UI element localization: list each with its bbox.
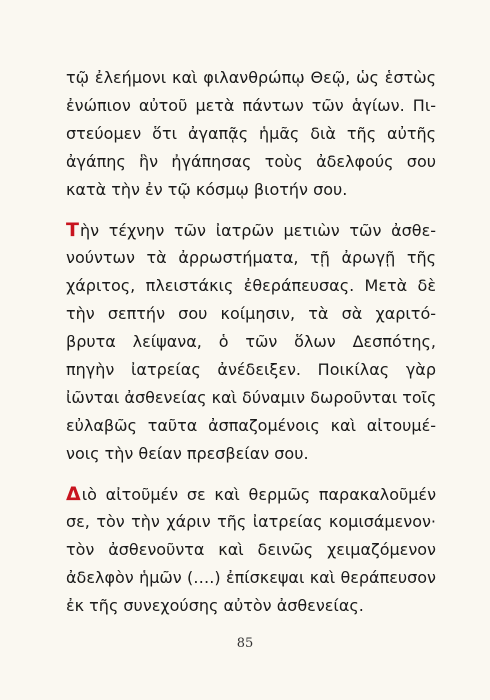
p2-line-1 [66, 216, 436, 244]
p3-line-1 [66, 480, 436, 508]
p3-line-3: τὸν ἀσθενοῦντα καὶ δεινῶς χειμαζόμενον [66, 540, 436, 559]
p1-line-4: ἀγάπης ἣν ἠγάπησας τοὺς ἀδελφούς σου [66, 152, 436, 171]
p3-line-2: σε, τὸν τὴν χάριν τῆς ἰατρείας κομισάμενον· [66, 512, 436, 531]
page-number: 85 [236, 636, 254, 651]
p1-line-2: ἐνώπιον αὐτοῦ μετὰ πάντων τῶν ἁγίων. Πι- [66, 96, 436, 115]
p3-initial: Δ [66, 483, 81, 505]
p1-line-1: τῷ ἐλεήμονι καὶ φιλανθρώπῳ Θεῷ, ὡς ἑστὼς [66, 68, 436, 87]
p1-line-3: στεύομεν ὅτι ἀγαπᾷς ἡμᾶς διὰ τῆς αὐτῆς [66, 124, 436, 143]
p2-line-5: βρυτα λείψανα, ὁ τῶν ὅλων Δεσπότης, [66, 332, 436, 351]
p2-line-4: τὴν σεπτήν σου κοίμησιν, τὰ σὰ χαριτό- [66, 304, 436, 323]
p3-line-5: ἐκ τῆς συνεχούσης αὐτὸν ἀσθενείας. [66, 596, 364, 615]
p2-line-2: νούντων τὰ ἀρρωστήματα, τῇ ἀρωγῇ τῆς [66, 248, 436, 267]
p2-line-7: ἰῶνται ἀσθενείας καὶ δύναμιν δωροῦνται τοῖς [66, 388, 437, 407]
p3-line-4: ἀδελφὸν ἡμῶν (….) ἐπίσκεψαι καὶ θεράπευσον [66, 568, 436, 587]
p2-line-8: εὐλαβῶς ταῦτα ἀσπαζομένοις καὶ αἰτουμέ- [66, 416, 436, 435]
p2-initial: Τ [66, 219, 79, 241]
p1-line-5: κατὰ τὴν ἐν τῷ κόσμῳ βιοτήν σου. [66, 180, 348, 199]
p2-line-3: χάριτος, πλειστάκις ἐθεράπευσας. Μετὰ δὲ [66, 276, 436, 295]
p3-first-line-text: ιὸ αἰτοῦμέν σε καὶ θερμῶς παρακαλοῦμέν [81, 485, 436, 504]
p2-line-6: πηγὴν ἰατρείας ἀνέδειξεν. Ποικίλας γὰρ [66, 360, 436, 379]
p2-line-9: νοις τὴν θείαν πρεσβείαν σου. [66, 444, 309, 463]
p2-first-line-text: ὴν τέχνην τῶν ἰατρῶν μετιὼν τῶν ἀσθε- [79, 221, 436, 240]
